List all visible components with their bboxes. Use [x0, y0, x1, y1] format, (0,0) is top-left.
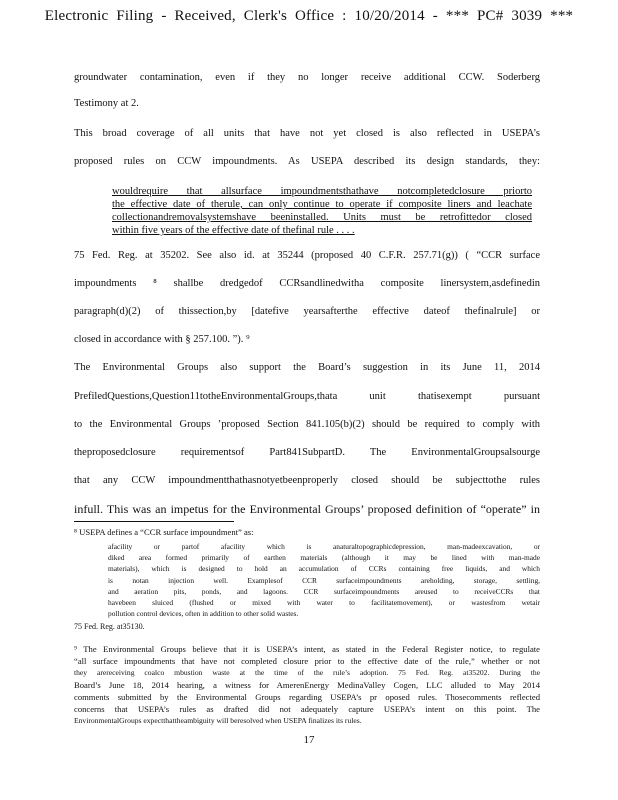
- body-line: groundwater contamination, even if they no longer receive additional CCW. Soderberg: [74, 72, 540, 83]
- body-line: The Environmental Groups also support the Board’s suggestion in its June 11, 2014: [74, 362, 540, 373]
- footnote-8-line: and aeration pits, ponds, and lagoons. CCR surfaceimpoundments areused to receiveCCRs that: [108, 586, 540, 596]
- body-line: 75 Fed. Reg. at 35202. See also id. at 35244 (proposed 40 C.F.R. 257.71(g)) ( “CCR surface: [74, 250, 540, 261]
- quote-line: within five years of the effective date of thefinal rule . . . .: [112, 225, 355, 236]
- footnote-8-line: havebeen sluiced (flushed or mixed with water to facilitatemovement), or wastesfrom wetair: [108, 598, 540, 607]
- body-line: closed in accordance with § 257.100. ”). ⁹: [74, 334, 250, 345]
- body-line: paragraph(d)(2) of thissection,by [datefive yearsafterthe effective dateof thefinalrule] or: [74, 306, 540, 317]
- body-line: infull. This was an impetus for the Environmental Groups’ proposed definition of “operate” in: [74, 502, 540, 516]
- page-number: 17: [303, 734, 315, 746]
- footnote-8-line: pollution control devices, often in addition to other solid wastes.: [108, 609, 299, 619]
- footnote-9-line: EnvironmentalGroups expectthattheambiguity will beresolved when USEPA finalizes its rules.: [74, 716, 362, 725]
- body-line: Testimony at 2.: [74, 98, 139, 109]
- body-line: PrefiledQuestions,Question11totheEnvironmentalGroups,thata unit thatisexempt pursuant: [74, 391, 540, 402]
- footnote-8-line: afacility or partof afacility which is anaturaltopographicdepression, man-madeexcavation, or: [108, 542, 540, 551]
- footnote-8-line: is notan injection well. Examplesof CCR surfaceimpoundments areholding, storage, settling,: [108, 575, 540, 585]
- quote-line: the effective date of therule, can only continue to operate if composite liners and leachate: [112, 199, 532, 210]
- footnote-9-line: they arereceiving coalco mbustion waste at the time of the rule’s adoption. 75 Fed. Reg. at35202. During the: [74, 668, 540, 677]
- footnote-separator: [74, 521, 234, 522]
- footnote-8-line: diked area formed primarily of earthen materials (although it may be lined with man-made: [108, 553, 540, 563]
- filing-header: Electronic Filing - Received, Clerk's Office : 10/20/2014 - *** PC# 3039 ***: [44, 8, 574, 24]
- body-line: proposed rules on CCW impoundments. As USEPA described its design standards, they:: [74, 156, 540, 167]
- footnote-8-title: ⁸ USEPA defines a “CCR surface impoundment” as:: [74, 527, 254, 537]
- footnote-9-line: Board’s June 18, 2014 hearing, a witness for AmerenEnergy MedinaValley Cogen, LLC alluded to May 2014: [74, 680, 540, 690]
- body-line: theproposedclosure requirementsof Part841SubpartD. The EnvironmentalGroupsalsourge: [74, 447, 540, 458]
- body-line: This broad coverage of all units that have not yet closed is also reflected in USEPA’s: [74, 128, 540, 139]
- body-line: impoundments ⁸ shallbe dredgedof CCRsandlinedwitha composite linersystem,asdefinedin: [74, 278, 540, 289]
- footnote-9-line: concerns that USEPA’s rules as drafted did not adequately capture USEPA’s intent on this point. The: [74, 704, 540, 714]
- footnote-9-line: comments submitted by the Environmental Groups regarding USEPA’s pr oposed rules. Thosecomments reflected: [74, 692, 540, 702]
- quote-line: wouldrequire that allsurface impoundmentsthathave notcompletedclosure priorto: [112, 186, 532, 197]
- quote-line: collectionandremovalsystemshave beeninstalled. Units must be retrofittedor closed: [112, 212, 532, 223]
- body-line: to the Environmental Groups ’proposed Section 841.105(b)(2) should be required to comply with: [74, 419, 540, 430]
- footnote-9-line: ⁹ The Environmental Groups believe that it is USEPA’s intent, as stated in the Federal Register notice, to regulate: [74, 644, 540, 654]
- body-line: that any CCW impoundmentthathasnotyetbeenproperly closed should be subjecttothe rules: [74, 475, 540, 486]
- footnote-8-citation: 75 Fed. Reg. at35130.: [74, 622, 145, 631]
- footnote-9-line: “all surface impoundments that have not completed closure prior to the effective date of the rule,” whether or not: [74, 656, 540, 666]
- footnote-8-line: materials), which is designed to hold an accumulation of CCRs containing free liquids, and which: [108, 564, 540, 574]
